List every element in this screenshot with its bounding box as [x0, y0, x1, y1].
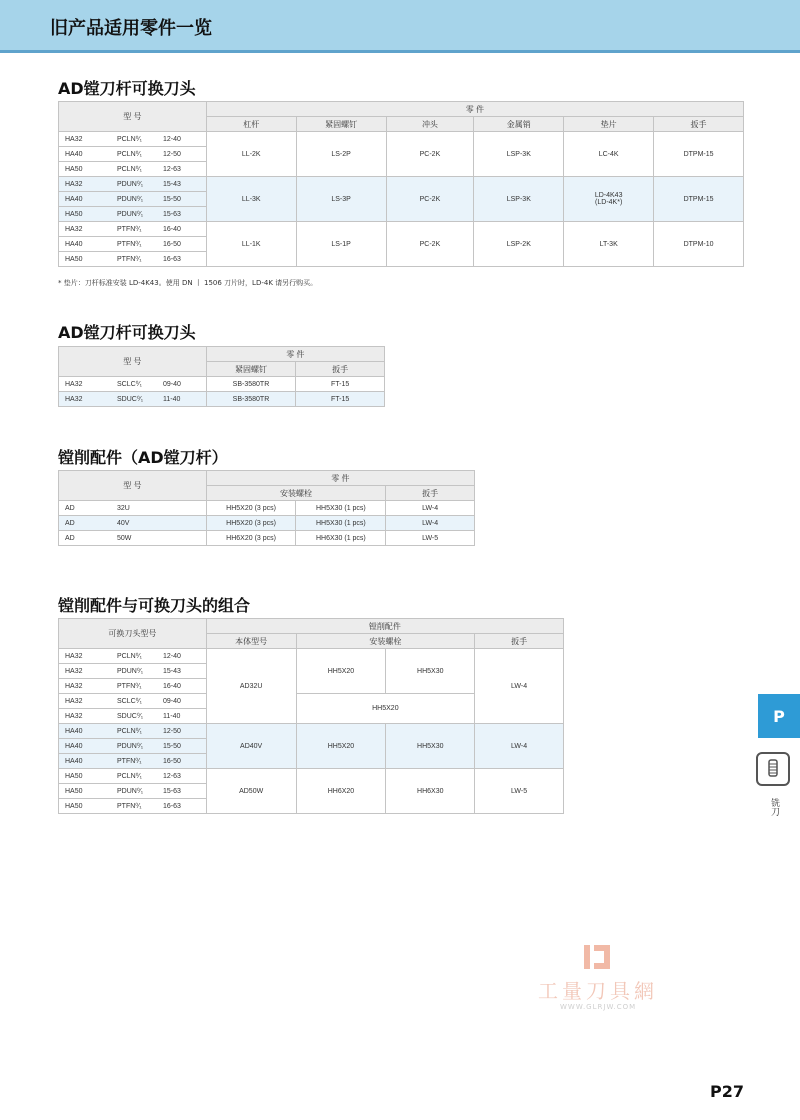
table-row: HA50 PCLN⁰⁄₁ 12-63: [59, 162, 744, 177]
table-row: HA32 PDUN⁰⁄₁ 15-43: [59, 664, 564, 679]
table-row: HA32 PDUN⁰⁄₁ 15-43 LL-3K LS-3P PC-2K LSP-3K LD-4K43 (LD-4K*) DTPM-15: [59, 177, 744, 192]
section-title-4: 镗削配件与可换刀头的组合: [58, 596, 251, 615]
table-row: HA32 SDUC⁰⁄₁ 11-40: [59, 709, 564, 724]
col-bolt-header: 安装螺栓: [206, 486, 386, 501]
watermark-text: 工量刀具網: [538, 979, 658, 1003]
combination-table: [58, 618, 564, 814]
table-row: HA40 PCLN⁰⁄₁ 12-50 AD40V HH5X20 HH5X30 LW-4: [59, 724, 564, 739]
watermark-logo-icon: [582, 943, 612, 971]
col-header: 扳手: [296, 362, 385, 377]
col-wrench-header: 扳手: [475, 634, 564, 649]
side-category-label: 铣刀: [769, 798, 779, 816]
col-parts-header: 镗削配件: [206, 619, 563, 634]
section-title-3: 镗削配件（AD镗刀杆）: [58, 448, 228, 467]
table-row: HA50 PTFN⁰⁄₁ 16-63: [59, 252, 744, 267]
table-row: HA50 PCLN⁰⁄₁ 12-63 AD50W HH6X20 HH6X30 LW-5: [59, 769, 564, 784]
col-header: 杠杆: [206, 117, 296, 132]
table-row: HA32 PTFN⁰⁄₁ 16-40: [59, 679, 564, 694]
table-row: HA32 SCLC⁰⁄₁ 09-40 HH5X20: [59, 694, 564, 709]
section-title-1: AD镗刀杆可换刀头: [58, 79, 196, 98]
insert-screw-icon: [756, 752, 790, 786]
table-row: HA40 PDUN⁰⁄₁ 15-50: [59, 192, 744, 207]
parts-table-1: [58, 101, 744, 267]
parts-table-2: [58, 346, 385, 407]
col-header: 紧固螺钉: [296, 117, 386, 132]
table-row: HA40 PCLN⁰⁄₁ 12-50: [59, 147, 744, 162]
table-row: HA40 PTFN⁰⁄₁ 16-50: [59, 237, 744, 252]
col-header: 金属销: [474, 117, 564, 132]
col-parts-header: 零 件: [206, 347, 384, 362]
page-title: 旧产品适用零件一览: [50, 18, 212, 39]
col-model-header: 型 号: [59, 471, 207, 501]
parts-table-3: [58, 470, 475, 546]
page-number: P27: [710, 1082, 744, 1101]
col-bolt-header: 安装螺栓: [296, 634, 475, 649]
table-row: AD 50W HH6X20 (3 pcs) HH6X30 (1 pcs) LW-5: [59, 531, 475, 546]
col-header: 扳手: [654, 117, 744, 132]
table-row: HA32 SDUC⁰⁄₁ 11-40 SB-3580TR FT-15: [59, 392, 385, 407]
col-model-header: 型 号: [59, 102, 207, 132]
col-wrench-header: 扳手: [386, 486, 475, 501]
table-row: HA32 SCLC⁰⁄₁ 09-40 SB-3580TR FT-15: [59, 377, 385, 392]
table-row: AD 40V HH5X20 (3 pcs) HH5X30 (1 pcs) LW-4: [59, 516, 475, 531]
col-model-header: 型 号: [59, 347, 207, 377]
col-parts-header: 零 件: [206, 471, 474, 486]
table-row: HA32 PCLN⁰⁄₁ 12-40 LL-2K LS-2P PC-2K LSP-3K LC-4K DTPM-15: [59, 132, 744, 147]
table-row: HA32 PTFN⁰⁄₁ 16-40 LL-1K LS-1P PC-2K LSP-2K LT-3K DTPM-10: [59, 222, 744, 237]
table-row: HA50 PDUN⁰⁄₁ 15-63: [59, 207, 744, 222]
header-rule: [0, 50, 800, 53]
col-header: 垫片: [564, 117, 654, 132]
section-title-2: AD镗刀杆可换刀头: [58, 323, 196, 342]
col-parts-header: 零 件: [206, 102, 743, 117]
page-header: [0, 0, 800, 50]
col-header: 冲头: [386, 117, 474, 132]
table-row: HA32 PCLN⁰⁄₁ 12-40 AD32U HH5X20 HH5X30 LW-4: [59, 649, 564, 664]
section-tab-p[interactable]: P: [758, 694, 800, 738]
table-row: HA40 PDUN⁰⁄₁ 15-50: [59, 739, 564, 754]
table-row: AD 32U HH5X20 (3 pcs) HH5X30 (1 pcs) LW-4: [59, 501, 475, 516]
watermark-url: WWW.GLRJW.COM: [560, 1003, 637, 1011]
table-row: HA40 PTFN⁰⁄₁ 16-50: [59, 754, 564, 769]
table-row: HA50 PDUN⁰⁄₁ 15-63: [59, 784, 564, 799]
table-row: HA50 PTFN⁰⁄₁ 16-63: [59, 799, 564, 814]
col-header: 紧固螺钉: [206, 362, 296, 377]
col-model-header: 可换刀头型号: [59, 619, 207, 649]
col-body-header: 本体型号: [206, 634, 296, 649]
footnote: * 垫片：刀杆标准安装 LD-4K43。使用 DN 丨 1506 刀片时，LD-4K 请另行购买。: [58, 279, 318, 287]
